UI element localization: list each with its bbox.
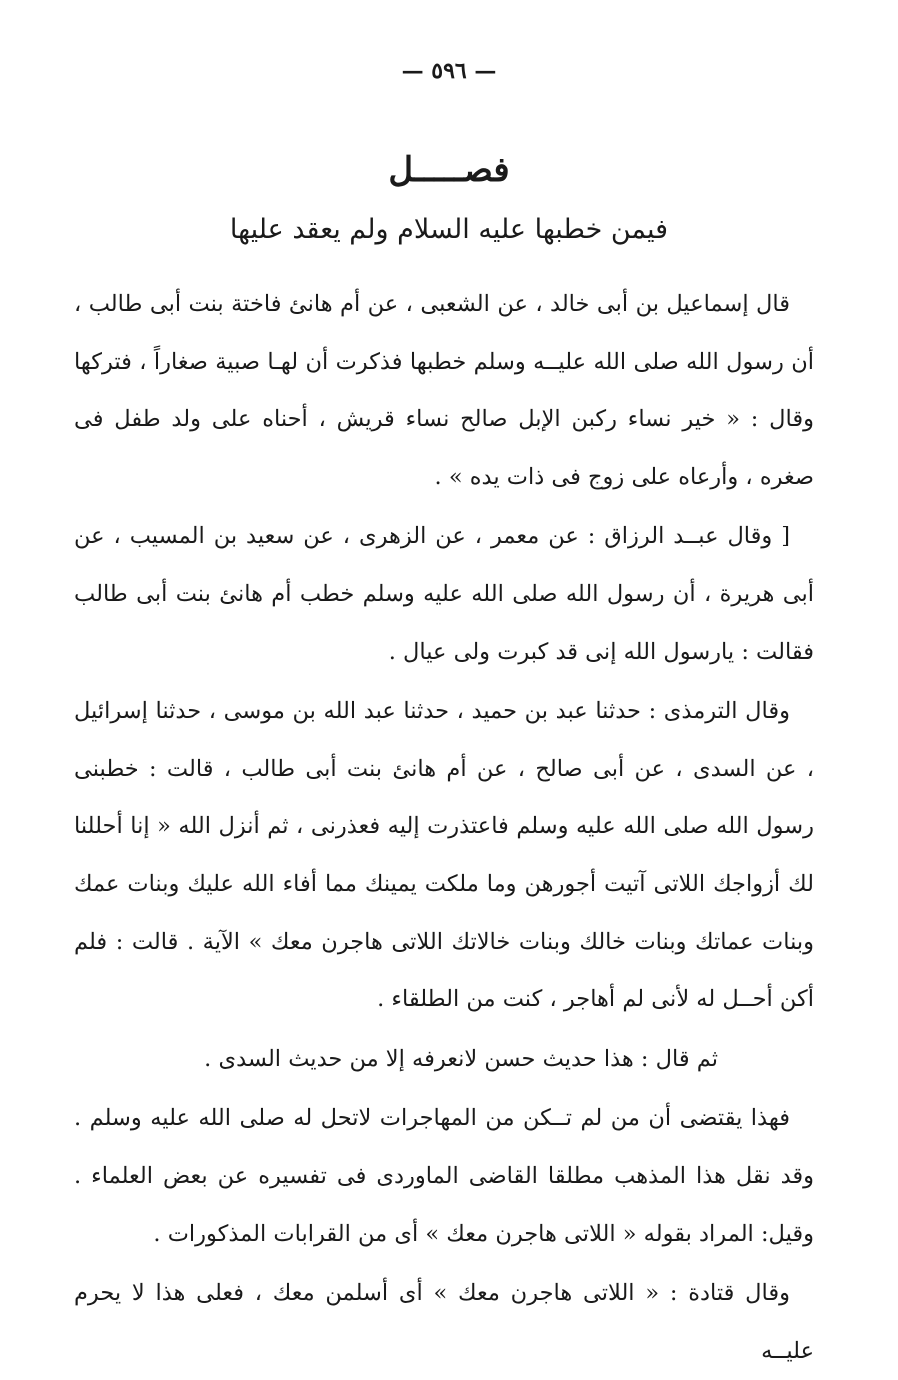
paragraph-1: قال إسماعيل بن أبى خالد ، عن الشعبى ، عن أم هانئ فاختة بنت أبى طالب ، أن رسول الله صلى الله عليــه وسلم خطبها فذكرت أن لهـا صبية صغاراً ، فتركها وقال : « خير نساء ركبن الإبل صالح نساء قريش ، أحناه على ولد طفل فى صغره ، وأرعاه على زوج فى ذات يده » . — [74, 291, 814, 490]
paragraph-3: وقال الترمذى : حدثنا عبد بن حميد ، حدثنا عبد الله بن موسى ، حدثنا إسرائيل ، عن السدى ، عن أبى صالح ، عن أم هانئ بنت أبى طالب ، قالت : خطبنى رسول الله صلى الله عليه وسلم فاعتذرت إليه فعذرنى ، ثم أنزل الله « إنا أحللنا لك أزواجك اللاتى آتيت أجورهن وما ملكت يمينك مما أفاء الله عليك وبنات عمك وبنات عماتك وبنات خالك وبنات خالاتك اللاتى هاجرن معك » الآية . قالت : فلم أكن أحــل له لأنى لم أهاجر ، كنت من الطلقاء . — [74, 698, 814, 1013]
paragraph-5: فهذا يقتضى أن من لم تــكن من المهاجرات لاتحل له صلى الله عليه وسلم . وقد نقل هذا المذهب مطلقا القاضى الماوردى فى تفسيره عن بعض العلماء . وقيل: المراد بقوله « اللاتى هاجرن معك » أى من القرابات المذكورات . — [74, 1105, 814, 1247]
chapter-title: فيمن خطبها عليه السلام ولم يعقد عليها — [229, 214, 669, 245]
paragraph-2: [ وقال عبــد الرزاق : عن معمر ، عن الزهرى ، عن سعيد بن المسيب ، عن أبى هريرة ، أن رسول الله صلى الله عليه وسلم خطب أم هانئ بنت أبى طالب فقالت : يارسول الله إنى قد كبرت ولى عيال . — [74, 523, 814, 665]
body-text — [74, 276, 814, 1380]
paragraph-6: وقال قتادة : « اللاتى هاجرن معك » أى أسلمن معك ، فعلى هذا لا يحرم عليــه — [74, 1280, 814, 1364]
section-title: فصـــــل — [388, 150, 510, 190]
page-number: — ٥٩٦ — — [401, 58, 497, 84]
paragraph-4: ثم قال : هذا حديث حسن لانعرفه إلا من حديث السدى . — [204, 1045, 718, 1072]
